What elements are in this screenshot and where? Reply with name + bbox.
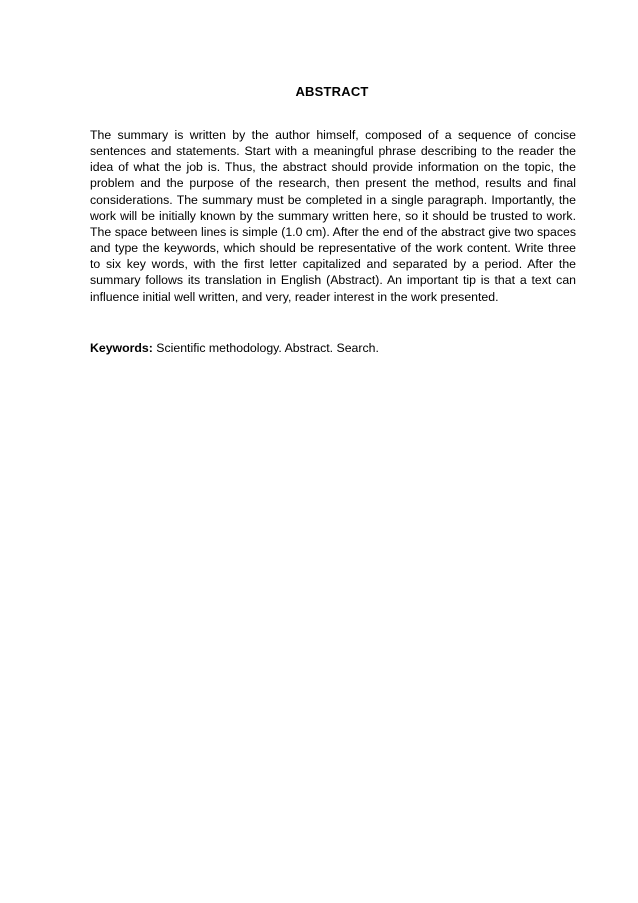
abstract-paragraph: The summary is written by the author himself, composed of a sequence of concise sentences and statements. Start with a meaningful phrase describing to the reader the idea of what the job is. Thus, the abstract should provide information on the topic, the problem and the purpose of the research, then present the method, results and final considerations. The summary must be completed in a single paragraph. Importantly, the work will be initially known by the summary written here, so it should be trusted to work. The space between lines is simple (1.0 cm). After the end of the abstract give two spaces and type the keywords, which should be representative of the work content. Write three to six key words, with the first letter capitalized and separated by a period. After the summary follows its translation in English (Abstract). An important tip is that a text can influence initial well written, and very, reader interest in the work presented. <box>90 128 576 304</box>
keywords-line <box>90 340 576 356</box>
keywords-value: Scientific methodology. Abstract. Search. <box>156 341 379 355</box>
abstract-heading: ABSTRACT <box>295 84 369 99</box>
keywords-label: Keywords: <box>90 341 153 355</box>
